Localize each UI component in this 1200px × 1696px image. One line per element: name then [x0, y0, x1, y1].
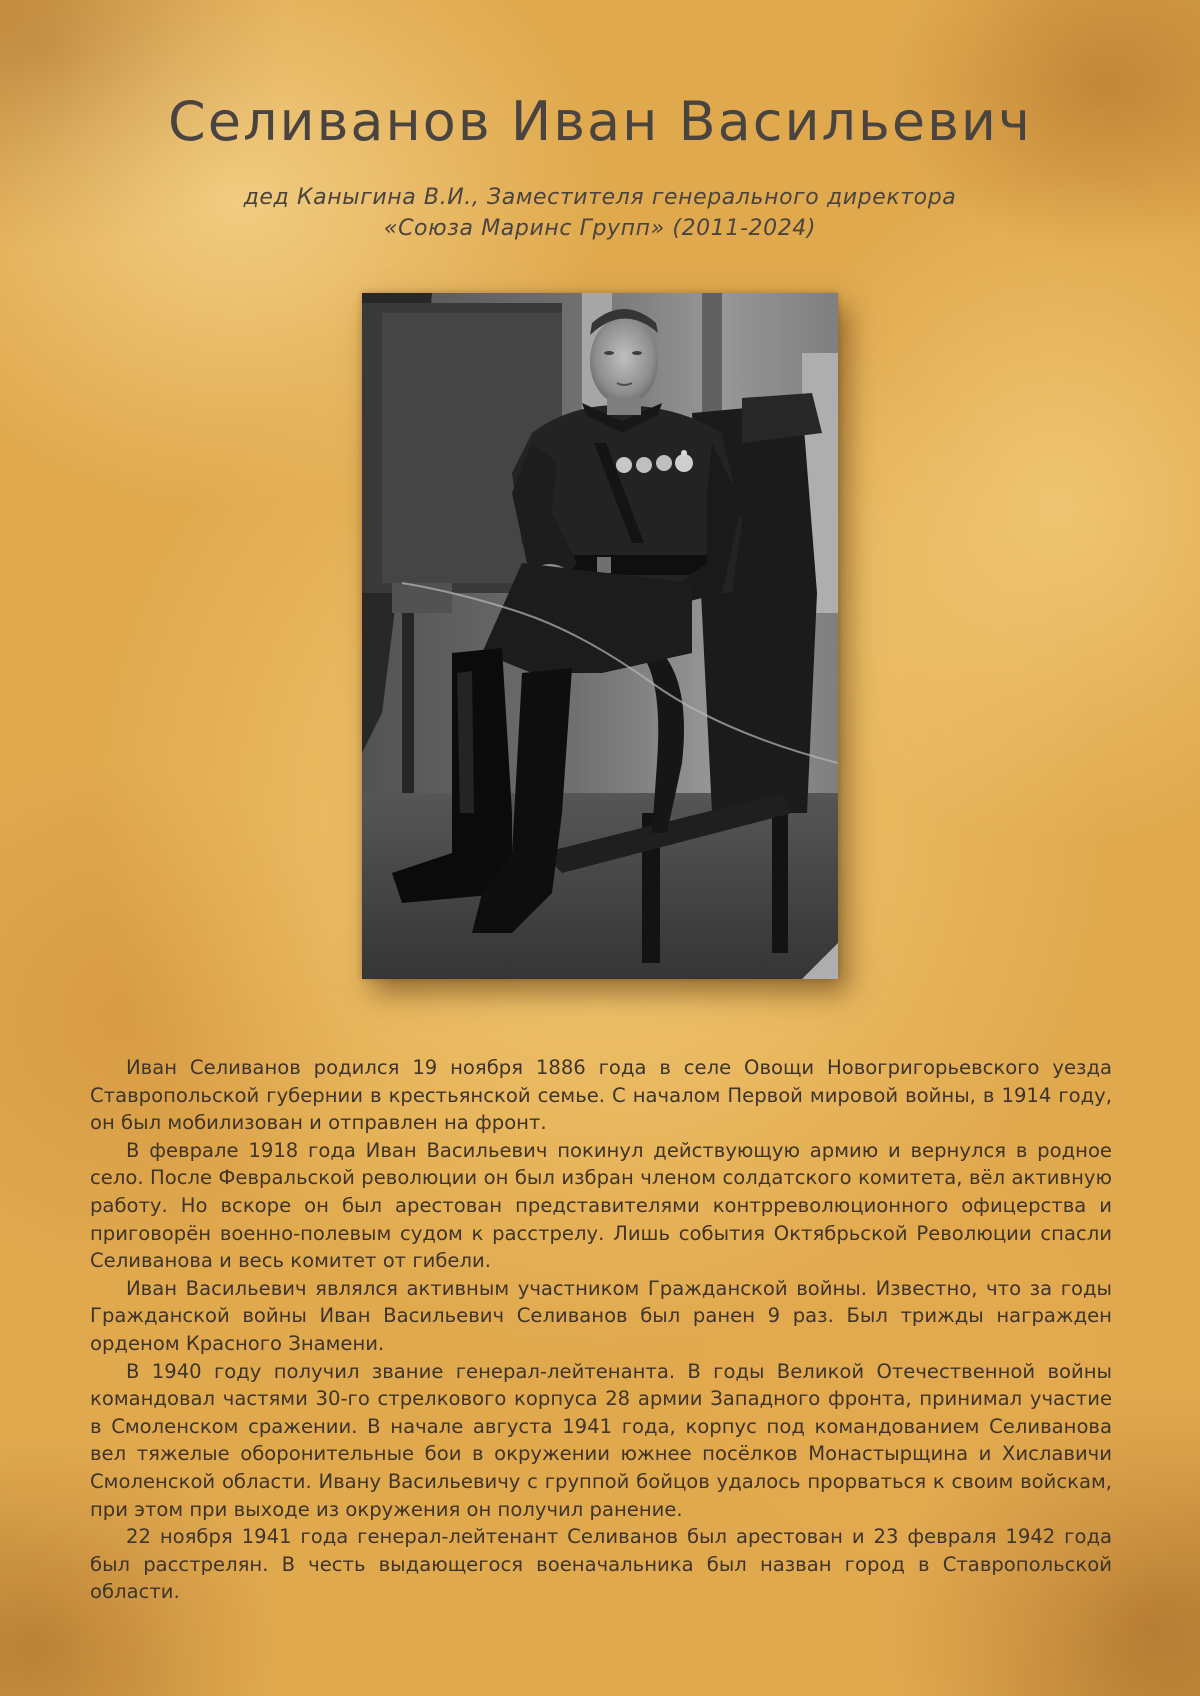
biography-paragraph: В 1940 году получил звание генерал-лейтенанта. В годы Великой Отечественной войны командовал частями 30-го стрелкового корпуса 28 армии Западного фронта, принимал участие в Смоленском сражении. В начале августа 1941 года, корпус под командованием Селиванова вел тяжелые оборонительные бои в окружении южнее посёлков Монастырщина и Хиславичи Смоленской области. Ивану Васильевичу с группой бойцов удалось прорваться к своим войскам, при этом при выходе из окружения он получил ранение.	[90, 1359, 1112, 1521]
portrait-photo-image	[362, 293, 838, 979]
biography-paragraph: 22 ноября 1941 года генерал-лейтенант Селиванов был арестован и 23 февраля 1942 года был расстрелян. В честь выдающегося военачальника был назван город в Ставропольской области.	[90, 1525, 1112, 1604]
portrait-photo	[362, 293, 838, 979]
subtitle-line-2: «Союза Маринс Групп» (2011-2024)	[383, 216, 817, 241]
biography-paragraph: Иван Васильевич являлся активным участником Гражданской войны. Известно, что за годы Гражданской войны Иван Васильевич Селиванов был ранен 9 раз. Был трижды награжден орденом Красного Знамени.	[90, 1276, 1112, 1355]
page-title: Селиванов Иван Васильевич	[168, 90, 1032, 153]
page-subtitle	[0, 182, 1200, 244]
biography-paragraph: В феврале 1918 года Иван Васильевич покинул действующую армию и вернулся в родное село. После Февральской революции он был избран членом солдатского комитета, вёл активную работу. Но вскоре он был арестован представителями контрреволюционного офицерства и приговорён военно-полевым судом к расстрелу. Лишь события Октябрьской Революции спасли Селиванова и весь комитет от гибели.	[90, 1138, 1112, 1273]
biography-paragraph: Иван Селиванов родился 19 ноября 1886 года в селе Овощи Новогригорьевского уезда Ставропольской губернии в крестьянской семье. С началом Первой мировой войны, в 1914 году, он был мобилизован и отправлен на фронт.	[90, 1056, 1112, 1135]
subtitle-line-1: дед Каныгина В.И., Заместителя генерального директора	[243, 185, 957, 210]
biography-text	[90, 1054, 1112, 1606]
